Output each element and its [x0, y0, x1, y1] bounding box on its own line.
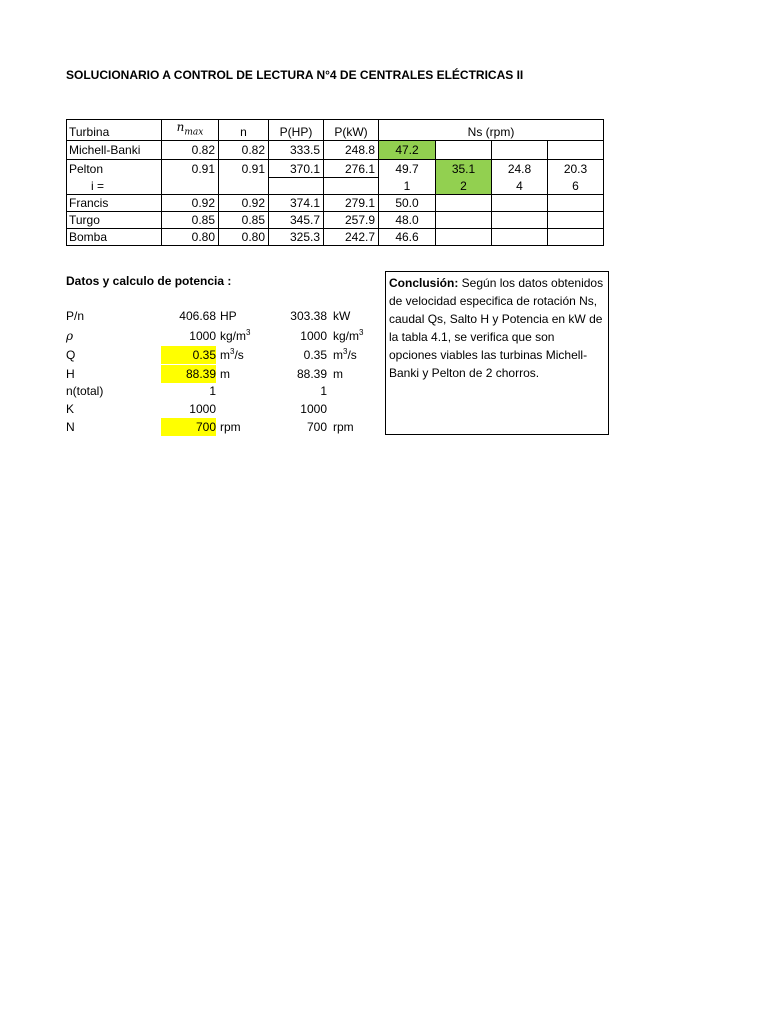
- cell-empty: [492, 228, 548, 245]
- datos-value: 88.39: [296, 367, 327, 381]
- conclusion-box: [385, 271, 609, 435]
- cell-empty: [492, 211, 548, 228]
- table-row: [67, 141, 604, 160]
- cell-ns: 50.0: [379, 194, 436, 211]
- cell-turbina: Michell-Banki: [67, 141, 162, 160]
- header-ns: Ns (rpm): [379, 120, 604, 141]
- datos-value-highlight: 700: [161, 418, 216, 436]
- datos-label: K: [66, 402, 75, 416]
- cell-i-value: 4: [492, 177, 548, 194]
- cell-pkw: 248.8: [324, 141, 379, 160]
- datos-value: 700: [306, 420, 327, 434]
- cell-php: 345.7: [269, 211, 324, 228]
- datos-value-highlight: 0.35: [161, 346, 216, 364]
- table-header-row: [67, 120, 604, 141]
- datos-unit: HP: [220, 309, 237, 323]
- datos-value: 1: [320, 384, 327, 398]
- cell-n: 0.91: [219, 160, 269, 178]
- conclusion-label: Conclusión:: [389, 276, 459, 290]
- header-turbina: Turbina: [67, 120, 162, 141]
- cell-i-value: 1: [379, 177, 436, 194]
- cell-ns: 24.8: [492, 160, 548, 178]
- datos-unit: $m^3/s$: [333, 347, 357, 362]
- cell-n: 0.85: [219, 211, 269, 228]
- cell-turbina: Turgo: [67, 211, 162, 228]
- datos-unit: rpm: [220, 420, 241, 434]
- table-row: [67, 211, 604, 228]
- table-row: [67, 228, 604, 245]
- table-row: [67, 194, 604, 211]
- cell-empty: [324, 177, 379, 194]
- cell-turbina: Pelton: [67, 160, 162, 178]
- cell-pkw: 276.1: [324, 160, 379, 178]
- datos-unit: $kg/m^3$: [333, 328, 364, 343]
- cell-pkw: 242.7: [324, 228, 379, 245]
- cell-i-value: 6: [548, 177, 604, 194]
- datos-unit: $kg/m^3$: [220, 328, 251, 343]
- cell-php: 325.3: [269, 228, 324, 245]
- cell-empty: [492, 194, 548, 211]
- datos-label: ρ: [66, 329, 74, 343]
- datos-unit: kW: [333, 309, 351, 323]
- cell-nmax: 0.85: [162, 211, 219, 228]
- cell-empty: [548, 228, 604, 245]
- cell-ns-highlight: 47.2: [379, 141, 436, 160]
- cell-n: 0.92: [219, 194, 269, 211]
- datos-unit: m: [220, 367, 230, 381]
- cell-ns: 46.6: [379, 228, 436, 245]
- datos-label: N: [66, 420, 75, 434]
- cell-turbina: Francis: [67, 194, 162, 211]
- cell-nmax: 0.91: [162, 160, 219, 178]
- cell-php: 374.1: [269, 194, 324, 211]
- page-title: SOLUCIONARIO A CONTROL DE LECTURA N°4 DE CENTRALES ELÉCTRICAS II: [66, 68, 524, 82]
- turbine-table: [66, 119, 604, 246]
- datos-value: 1000: [300, 402, 327, 416]
- conclusion-text: Según los datos obtenidos de velocidad especifica de rotación Ns, caudal Qs, Salto H y Potencia en kW de la tabla 4.1, se verifica que son opciones viables las turbinas Michell-Banki y Pelton de 2 chorros.: [389, 276, 604, 380]
- cell-empty: [436, 228, 492, 245]
- cell-ns: 49.7: [379, 160, 436, 178]
- cell-ns: 48.0: [379, 211, 436, 228]
- cell-nmax: 0.80: [162, 228, 219, 245]
- cell-empty: [548, 194, 604, 211]
- datos-label: n(total): [66, 384, 104, 398]
- cell-pkw: 257.9: [324, 211, 379, 228]
- cell-i-label: i =: [67, 177, 162, 194]
- cell-nmax: 0.82: [162, 141, 219, 160]
- header-php: P(HP): [269, 120, 324, 141]
- datos-unit: $m^3/s$: [220, 347, 244, 362]
- cell-empty: [548, 141, 604, 160]
- cell-empty: [269, 177, 324, 194]
- datos-heading: Datos y calculo de potencia :: [66, 274, 232, 288]
- datos-label: Q: [66, 348, 76, 362]
- datos-label: P/n: [66, 309, 85, 323]
- cell-empty: [436, 194, 492, 211]
- cell-i-value-highlight: 2: [436, 177, 492, 194]
- cell-empty: [492, 141, 548, 160]
- cell-empty: [219, 177, 269, 194]
- cell-empty: [436, 211, 492, 228]
- cell-php: 370.1: [269, 160, 324, 178]
- cell-n: 0.82: [219, 141, 269, 160]
- cell-n: 0.80: [219, 228, 269, 245]
- datos-value: 0.35: [303, 348, 327, 362]
- cell-ns: 20.3: [548, 160, 604, 178]
- datos-value: 1: [209, 384, 216, 398]
- cell-nmax: 0.92: [162, 194, 219, 211]
- cell-empty: [436, 141, 492, 160]
- table-row-pelton: [67, 160, 604, 178]
- datos-value: 406.68: [179, 309, 216, 323]
- datos-value: 303.38: [290, 309, 327, 323]
- cell-empty: [548, 211, 604, 228]
- datos-unit: m: [333, 367, 343, 381]
- header-n: n: [219, 120, 269, 141]
- cell-empty: [162, 177, 219, 194]
- cell-turbina: Bomba: [67, 228, 162, 245]
- datos-label: H: [66, 367, 75, 381]
- datos-value-highlight: 88.39: [161, 365, 216, 383]
- header-pkw: P(kW): [324, 120, 379, 141]
- cell-php: 333.5: [269, 141, 324, 160]
- cell-ns-highlight: 35.1: [436, 160, 492, 178]
- header-nmax: $n_{max}$: [162, 120, 219, 141]
- datos-value: 1000: [189, 402, 216, 416]
- table-row-pelton-i: [67, 177, 604, 194]
- datos-unit: rpm: [333, 420, 354, 434]
- datos-value: 1000: [300, 329, 327, 343]
- datos-value: 1000: [189, 329, 216, 343]
- cell-pkw: 279.1: [324, 194, 379, 211]
